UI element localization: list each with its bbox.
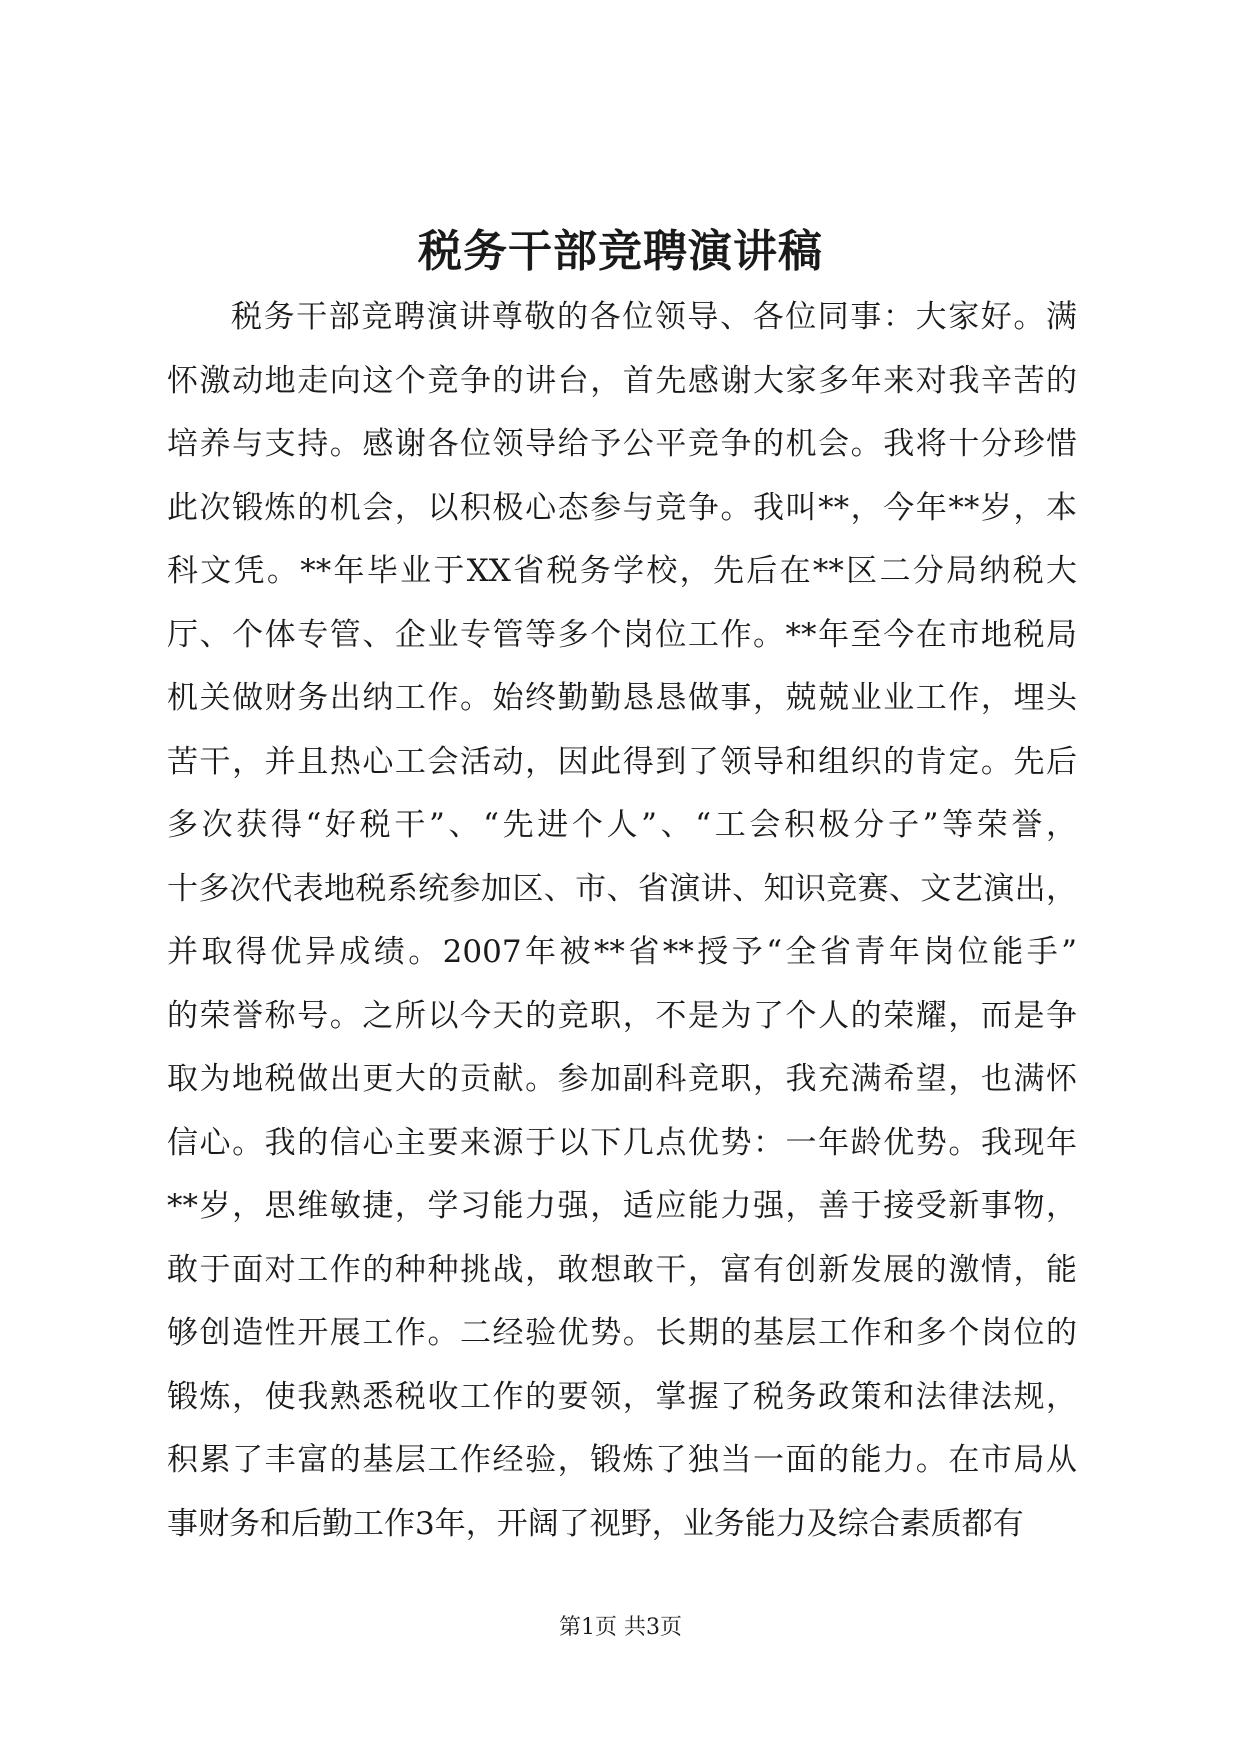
paragraph-line: 信心。我的信心主要来源于以下几点优势：一年龄优势。我现年 bbox=[167, 1124, 1077, 1161]
paragraph-line: 锻炼，使我熟悉税收工作的要领，掌握了税务政策和法律法规， bbox=[167, 1378, 1077, 1415]
paragraph-line: 机关做财务出纳工作。始终勤勤恳恳做事，兢兢业业工作，埋头 bbox=[167, 680, 1077, 716]
paragraph-line: 税务干部竞聘演讲尊敬的各位领导、各位同事：大家好。满 bbox=[231, 299, 1077, 335]
document-title: 税务干部竞聘演讲稿 bbox=[418, 226, 823, 277]
paragraph-line: 并取得优异成绩。2007年被**省**授予“全省青年岗位能手” bbox=[167, 934, 1077, 970]
paragraph-line: 多次获得“好税干”、“先进个人”、“工会积极分子”等荣誉， bbox=[167, 807, 1077, 843]
paragraph-line: 厅、个体专管、企业专管等多个岗位工作。**年至今在市地税局 bbox=[167, 616, 1077, 653]
paragraph-line: 的荣誉称号。之所以今天的竞职，不是为了个人的荣耀，而是争 bbox=[167, 997, 1077, 1034]
paragraph-line: 敢于面对工作的种种挑战，敢想敢干，富有创新发展的激情，能 bbox=[167, 1251, 1077, 1288]
page-number-footer: 第1页 共3页 bbox=[559, 1615, 682, 1640]
paragraph-line: 事财务和后勤工作3年，开阔了视野，业务能力及综合素质都有 bbox=[167, 1505, 1024, 1542]
paragraph-line: 此次锻炼的机会，以积极心态参与竞争。我叫**，今年**岁，本 bbox=[167, 489, 1077, 526]
paragraph-line: **岁，思维敏捷，学习能力强，适应能力强，善于接受新事物， bbox=[167, 1188, 1077, 1224]
paragraph-line: 科文凭。**年毕业于XX省税务学校，先后在**区二分局纳税大 bbox=[167, 553, 1077, 589]
paragraph-line: 积累了丰富的基层工作经验，锻炼了独当一面的能力。在市局从 bbox=[167, 1442, 1077, 1478]
document-body bbox=[167, 286, 1077, 1556]
paragraph-line: 取为地税做出更大的贡献。参加副科竞职，我充满希望，也满怀 bbox=[167, 1061, 1077, 1097]
paragraph-line: 怀激动地走向这个竞争的讲台，首先感谢大家多年来对我辛苦的 bbox=[167, 362, 1077, 399]
paragraph-line: 十多次代表地税系统参加区、市、省演讲、知识竞赛、文艺演出， bbox=[167, 870, 1077, 907]
paragraph-line: 培养与支持。感谢各位领导给予公平竞争的机会。我将十分珍惜 bbox=[167, 426, 1077, 462]
paragraph-line: 够创造性开展工作。二经验优势。长期的基层工作和多个岗位的 bbox=[167, 1315, 1077, 1351]
paragraph-line: 苦干，并且热心工会活动，因此得到了领导和组织的肯定。先后 bbox=[167, 743, 1077, 780]
